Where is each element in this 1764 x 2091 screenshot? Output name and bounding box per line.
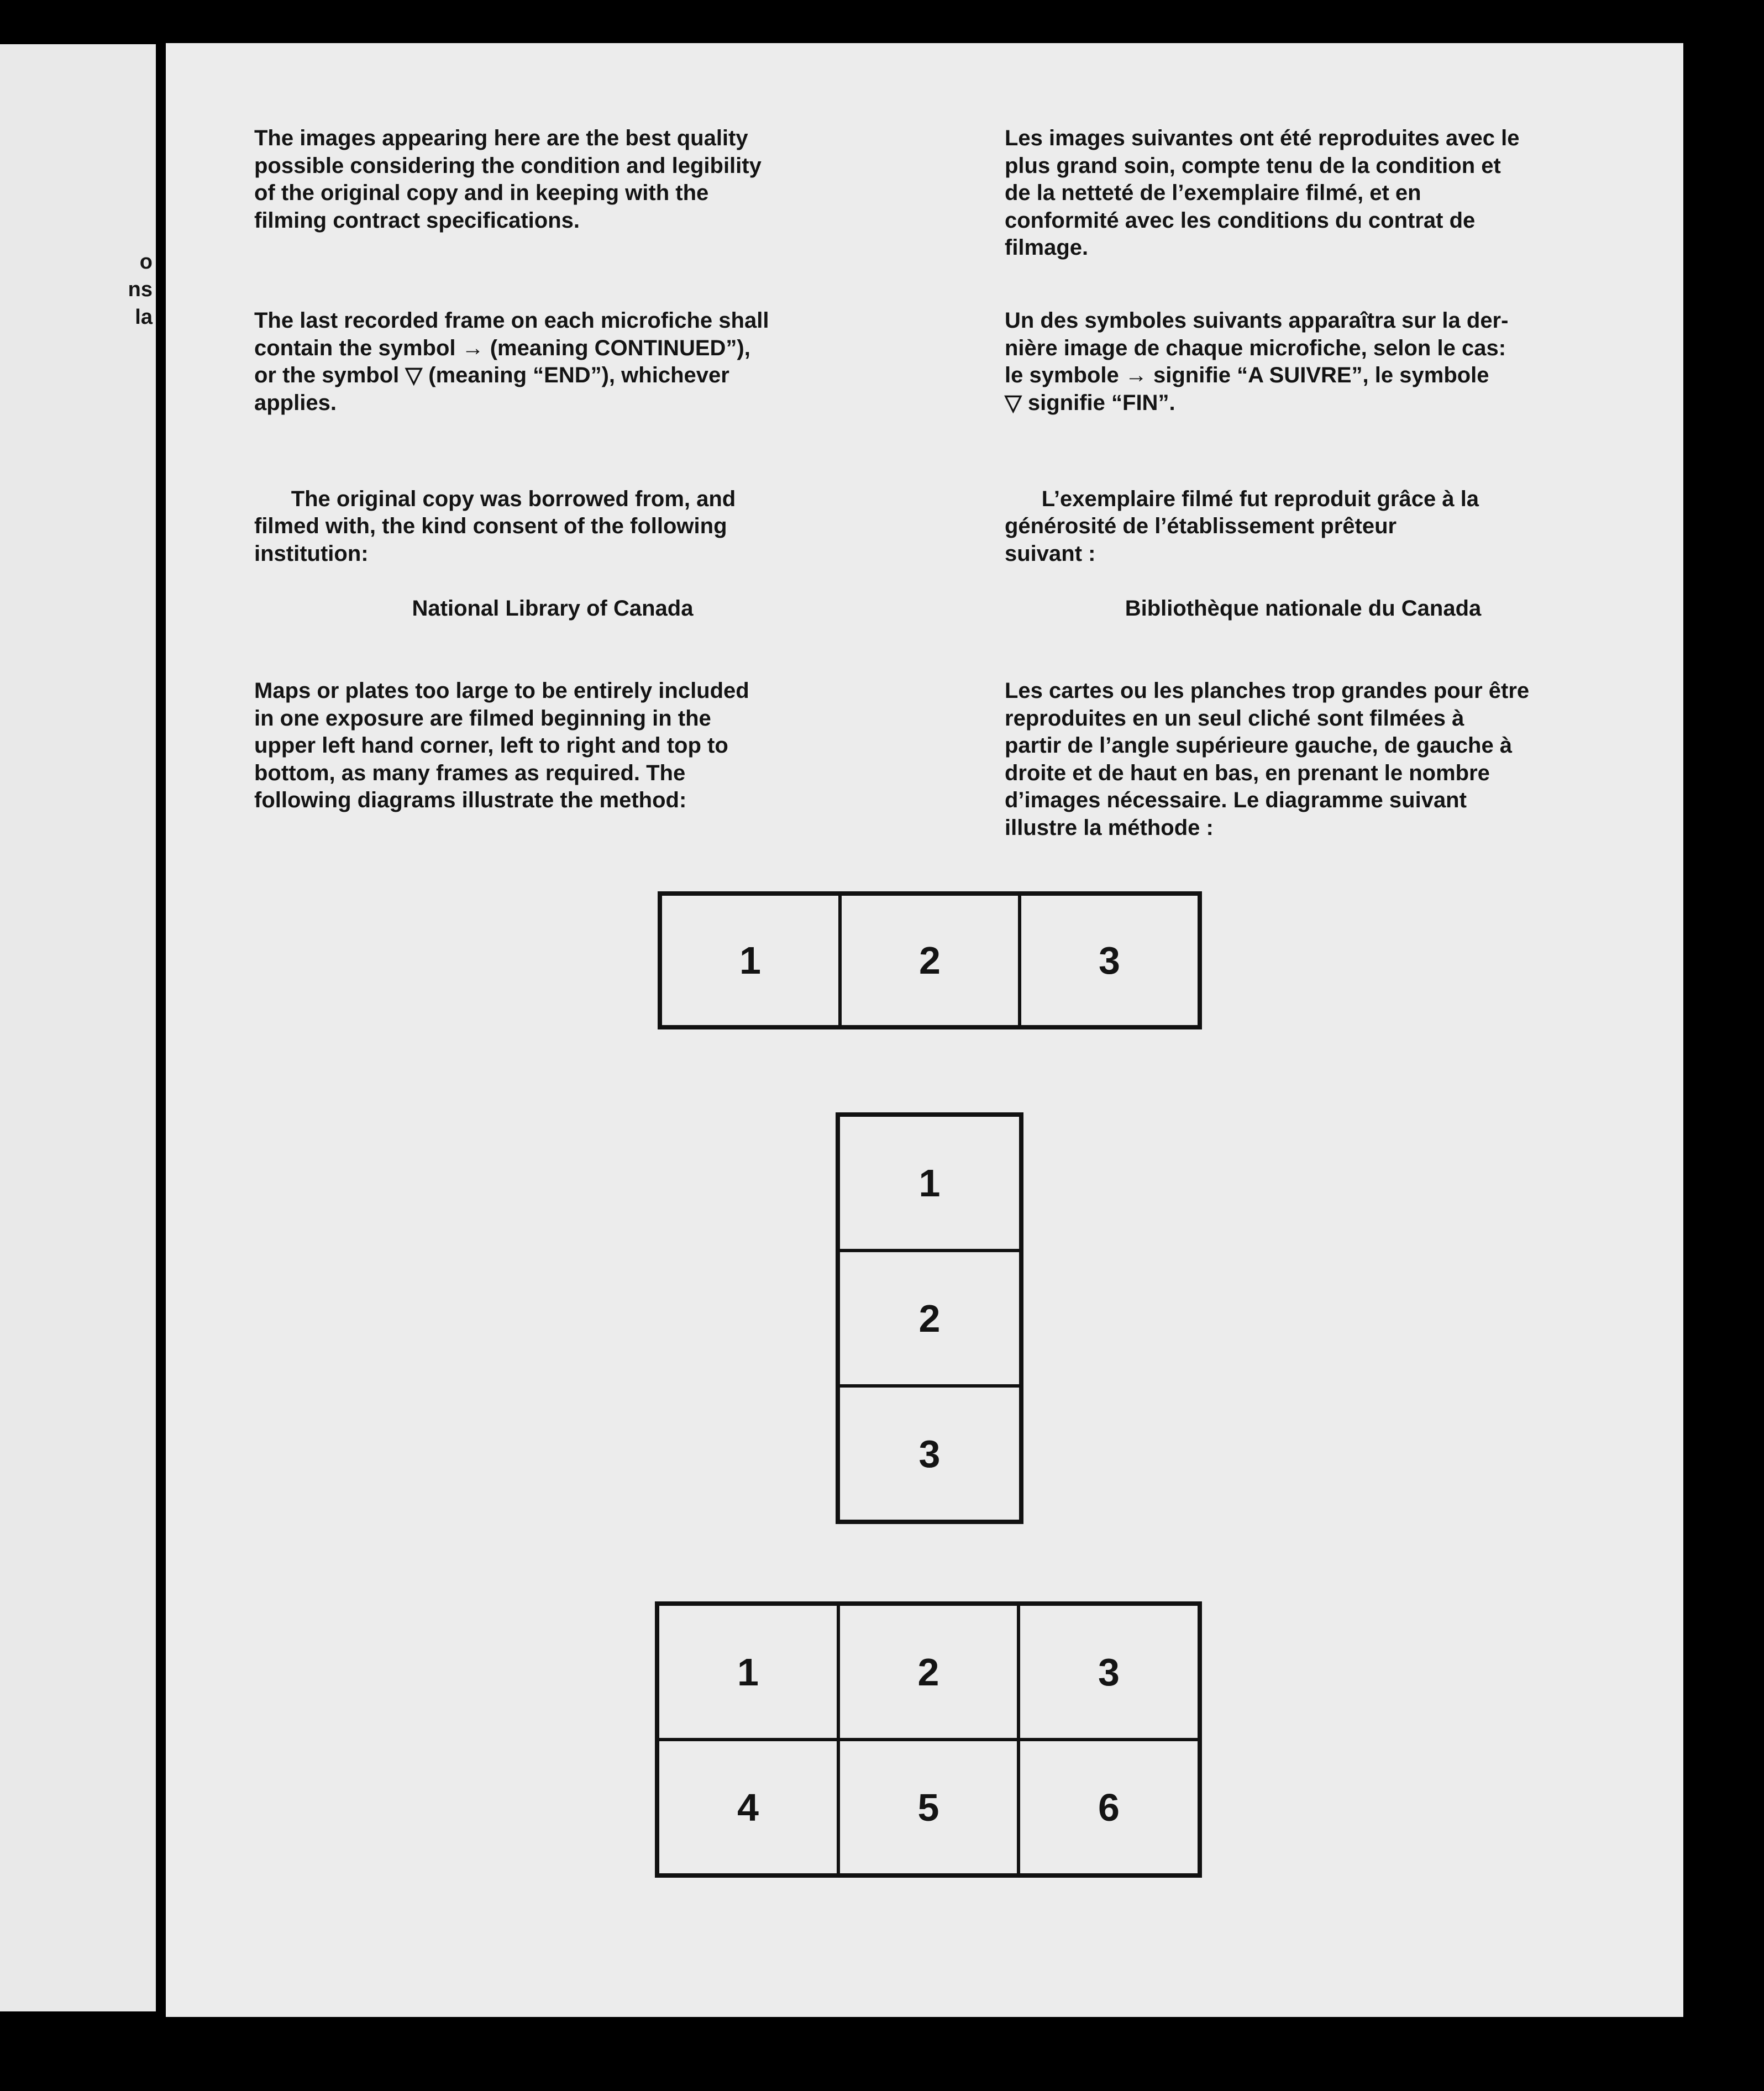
french-symbol-paragraph: Un des symboles suivants apparaîtra sur la der- nière image de chaque microfiche, selon le cas: le symbole → signifie “A SUIVRE”, le symbole ▽ signifie “FIN”. [1005,308,1509,415]
previous-page-fragment: ns [128,278,153,301]
english-institution-name: National Library of Canada [412,596,694,621]
english-institution-paragraph [254,458,851,677]
french-quality-paragraph: Les images suivantes ont été reproduites avec le plus grand soin, compte tenu de la condition et de la netteté de l’exemplaire filmé, et en conformité avec les conditions du contrat de filmage. [1005,126,1520,260]
english-quality-paragraph: The images appearing here are the best quality possible considering the condition and legibility of the original copy and in keeping with the filming contract specifications. [254,126,762,233]
frame-cell: 3 [838,1386,1021,1521]
microfiche-target-page [166,43,1683,2017]
horizontal-frame-diagram [658,891,1202,1029]
frame-cell: 2 [838,1604,1019,1740]
french-maps-paragraph: Les cartes ou les planches trop grandes pour être reproduites en un seul cliché sont filmées à partir de l’angle supérieure gauche, de gauche à droite et de haut en bas, en prenant le nombre d’images nécessaire. Le diagramme suivant illustre la méthode : [1005,679,1530,840]
frame-cell: 1 [660,894,840,1027]
frame-cell: 2 [838,1251,1021,1386]
frame-cell: 6 [1019,1740,1199,1875]
previous-page-fragment: o [139,250,153,274]
french-institution-text: L’exemplaire filmé fut reproduit grâce à la générosité de l’établissement prêteur suivant : [1005,486,1479,566]
french-institution-name: Bibliothèque nationale du Canada [1125,596,1482,621]
frame-cell: 5 [838,1740,1019,1875]
english-maps-paragraph: Maps or plates too large to be entirely included in one exposure are filmed beginning in the upper left hand corner, left to right and top to bottom, as many frames as required. The following diagrams illustrate the method: [254,679,749,812]
english-symbol-paragraph: The last recorded frame on each microfiche shall contain the symbol → (meaning CONTINUED”), or the symbol ▽ (meaning “END”), whichever applies. [254,308,769,415]
frame-cell: 2 [840,894,1020,1027]
two-row-frame-diagram [655,1601,1202,1878]
frame-cell: 3 [1019,1604,1199,1740]
frame-cell: 3 [1020,894,1199,1027]
french-institution-paragraph [1005,458,1602,677]
frame-cell: 4 [658,1740,838,1875]
vertical-frame-diagram [836,1112,1023,1524]
english-institution-text: The original copy was borrowed from, and filmed with, the kind consent of the following institution: [254,486,736,566]
frame-cell: 1 [658,1604,838,1740]
previous-page-fragment: la [135,306,153,329]
previous-page-edge [0,44,156,2011]
frame-cell: 1 [838,1115,1021,1251]
